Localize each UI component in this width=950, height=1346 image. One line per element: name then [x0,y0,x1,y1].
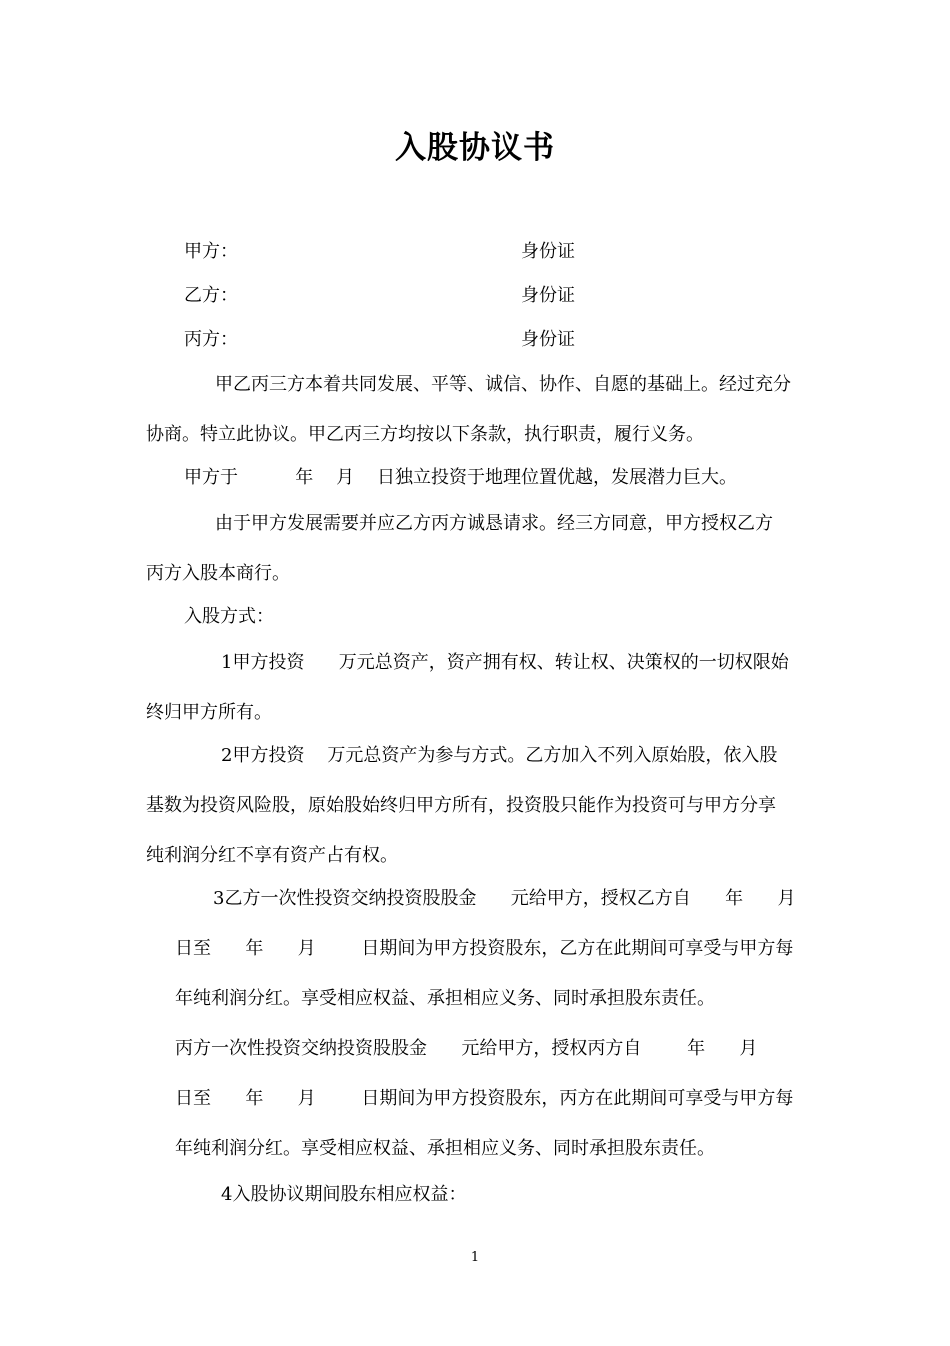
party-a-label: 甲方： [184,241,238,262]
body-line: 丙方入股本商行。 [146,563,290,584]
body-line: 4入股协议期间股东相应权益： [221,1184,467,1205]
body-line: 甲方于 年 月 日独立投资于地理位置优越，发展潜力巨大。 [184,467,737,488]
body-line: 纯利润分红不享有资产占有权。 [146,845,398,866]
body-line: 由于甲方发展需要并应乙方丙方诚恳请求。经三方同意，甲方授权乙方 [215,513,773,534]
body-line: 终归甲方所有。 [146,702,272,723]
body-line: 协商。特立此协议。甲乙丙三方均按以下条款，执行职责，履行义务。 [146,424,704,445]
party-c-id-label: 身份证 [521,329,575,350]
body-line: 丙方一次性投资交纳投资股股金 元给甲方，授权丙方自 年 月 [175,1038,758,1059]
body-line: 年纯利润分红。享受相应权益、承担相应义务、同时承担股东责任。 [175,1138,715,1159]
body-line: 日至 年 月 日期间为甲方投资股东，丙方在此期间可享受与甲方每 [175,1088,794,1109]
body-line: 基数为投资风险股，原始股始终归甲方所有，投资股只能作为投资可与甲方分享 [146,795,776,816]
document-title: 入股协议书 [395,130,555,166]
party-b-id-label: 身份证 [521,285,575,306]
body-line: 入股方式： [184,606,274,627]
page-number: 1 [470,1250,480,1265]
body-line: 日至 年 月 日期间为甲方投资股东，乙方在此期间可享受与甲方每 [175,938,794,959]
party-c-label: 丙方： [184,329,238,350]
body-line: 1甲方投资 万元总资产，资产拥有权、转让权、决策权的一切权限始 [221,652,789,673]
body-line: 2甲方投资 万元总资产为参与方式。乙方加入不列入原始股，依入股 [221,745,778,766]
party-b-label: 乙方： [184,285,238,306]
party-a-id-label: 身份证 [521,241,575,262]
body-line: 甲乙丙三方本着共同发展、平等、诚信、协作、自愿的基础上。经过充分 [215,374,791,395]
body-line: 3乙方一次性投资交纳投资股股金 元给甲方，授权乙方自 年 月 [213,888,796,909]
body-line: 年纯利润分红。享受相应权益、承担相应义务、同时承担股东责任。 [175,988,715,1009]
